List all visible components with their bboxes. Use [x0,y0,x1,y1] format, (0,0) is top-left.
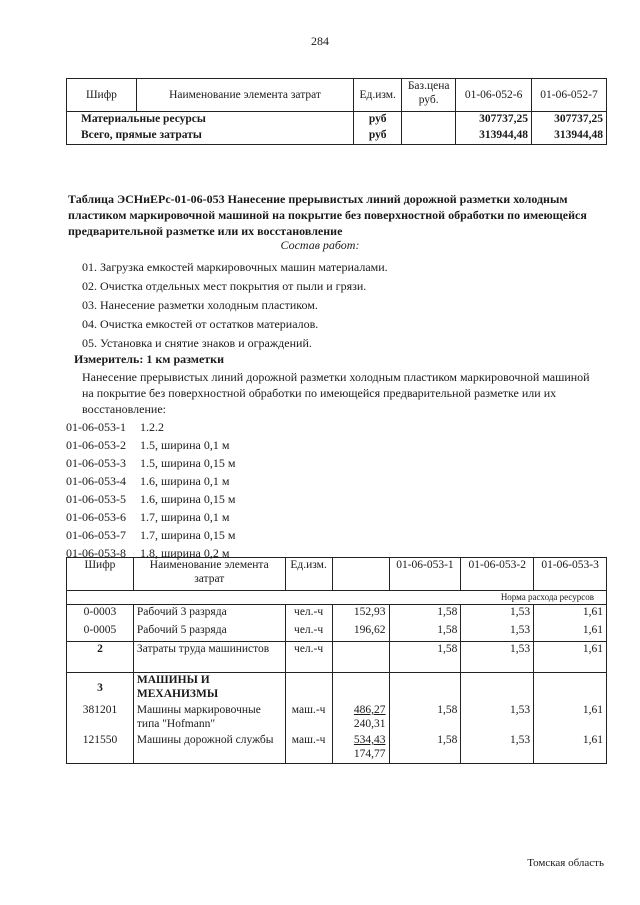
code-item [66,472,366,490]
row-value: 1,53 [461,733,534,764]
meter-label: Измеритель: 1 км разметки [74,352,225,366]
row-value: 1,58 [389,642,461,673]
code-item [66,490,366,508]
row-value [534,673,607,704]
row-price [332,733,389,764]
header-cell: 01-06-053-1 [389,558,461,591]
meter-description: Нанесение прерывистых линий дорожной разметки холодным пластиком маркировочной машиной на покрытие без поверхностной обработки по имеющейся предварительной разметке или их восстановление: [82,370,590,416]
header-cell: Ед.изм. [285,558,332,591]
header-cell: 01-06-052-6 [456,79,532,112]
row-code: 0-0003 [67,605,134,624]
row-name: Затраты труда машинистов [133,642,285,673]
norm-row [67,591,607,605]
row-price: 196,62 [332,623,389,642]
work-item: 05. Установка и снятие знаков и ограждений. [82,336,312,350]
code-id: 01-06-053-8 [66,546,126,560]
code-id: 01-06-053-4 [66,474,126,488]
row-unit: чел.-ч [285,605,332,624]
row-price [332,642,389,673]
code-desc: 1.5, ширина 0,1 м [140,438,230,452]
table-row [67,642,607,673]
header-cell: 01-06-053-2 [461,558,534,591]
header-cell: 01-06-053-3 [534,558,607,591]
resources-table-header [67,558,607,591]
row-name: Материальные ресурсы [67,112,354,129]
section-row [67,673,607,704]
top-table-header [67,79,607,112]
row-price [402,112,456,129]
row-value: 307737,25 [532,112,607,129]
work-item: 02. Очистка отдельных мест покрытия от пыли и грязи. [82,279,367,293]
row-value: 1,58 [389,733,461,764]
header-cell: Баз.цена руб. [402,79,456,112]
header-cell: Наименование элемента затрат [133,558,285,591]
code-desc: 1.6, ширина 0,1 м [140,474,230,488]
works-list [82,258,602,353]
top-table [66,78,607,145]
row-name: Рабочий 3 разряда [133,605,285,624]
row-value: 313944,48 [456,128,532,145]
code-item [66,454,366,472]
row-value: 1,53 [461,642,534,673]
code-desc: 1.7, ширина 0,1 м [140,510,230,524]
row-name: МАШИНЫ И МЕХАНИЗМЫ [133,673,285,704]
row-value: 1,61 [534,733,607,764]
row-name: Машины маркировочные типа "Hofmann" [133,703,285,733]
code-desc: 1.2.2 [140,420,164,434]
table-row [67,623,607,642]
header-cell: Ед.изм. [354,79,402,112]
row-code: 381201 [67,703,134,733]
work-item: 04. Очистка емкостей от остатков материалов. [82,317,319,331]
code-desc: 1.7, ширина 0,15 м [140,528,236,542]
price-value-2: 240,31 [353,718,386,730]
code-id: 01-06-053-7 [66,528,126,542]
code-desc: 1.8, ширина 0,2 м [140,546,230,560]
row-value: 1,61 [534,642,607,673]
row-value: 1,53 [461,703,534,733]
row-value: 1,61 [534,623,607,642]
price-value: 534,43 [353,734,386,746]
code-id: 01-06-053-1 [66,420,126,434]
code-id: 01-06-053-6 [66,510,126,524]
table-row [67,605,607,624]
row-value: 1,58 [389,623,461,642]
code-desc: 1.5, ширина 0,15 м [140,456,236,470]
row-name: Рабочий 5 разряда [133,623,285,642]
row-code: 2 [67,642,134,673]
code-id: 01-06-053-5 [66,492,126,506]
row-value: 313944,48 [532,128,607,145]
row-price [402,128,456,145]
row-value: 1,61 [534,605,607,624]
code-desc: 1.6, ширина 0,15 м [140,492,236,506]
row-unit: руб [354,112,402,129]
row-name: Всего, прямые затраты [67,128,354,145]
row-unit [285,673,332,704]
table-row [67,128,607,145]
header-cell: 01-06-052-7 [532,79,607,112]
row-value [389,673,461,704]
code-item [66,418,366,436]
row-unit: маш.-ч [285,703,332,733]
table-row [67,733,607,764]
header-cell [332,558,389,591]
row-value [461,673,534,704]
code-item [66,508,366,526]
row-name: Машины дорожной службы [133,733,285,764]
work-item: 03. Нанесение разметки холодным пластиком. [82,298,318,312]
row-value: 1,58 [389,703,461,733]
table-row [67,703,607,733]
page-number: 284 [311,34,329,48]
row-code: 0-0005 [67,623,134,642]
code-item [66,436,366,454]
table-caption: Таблица ЭСНиЕРс-01-06-053 Нанесение прерывистых линий дорожной разметки холодным пластиком маркировочной машиной на покрытие без поверхностной обработки по имеющейся предварительной разметке или их восстановление [68,192,587,238]
row-value: 307737,25 [456,112,532,129]
code-item [66,526,366,544]
row-unit: чел.-ч [285,623,332,642]
row-unit: маш.-ч [285,733,332,764]
row-value: 1,58 [389,605,461,624]
row-unit: чел.-ч [285,642,332,673]
footer-region: Томская область [527,857,604,869]
header-cell: Шифр [67,79,137,112]
row-price [332,673,389,704]
row-price [332,703,389,733]
work-item: 01. Загрузка емкостей маркировочных машин материалами. [82,260,388,274]
row-value: 1,53 [461,623,534,642]
price-value: 486,27 [353,704,386,716]
resources-table [66,557,607,764]
row-code: 121550 [67,733,134,764]
row-value: 1,61 [534,703,607,733]
row-code: 3 [67,673,134,704]
row-unit: руб [354,128,402,145]
price-value-2: 174,77 [353,748,386,760]
works-title: Состав работ: [280,238,360,252]
codes-list [66,418,366,562]
table-row [67,112,607,129]
code-id: 01-06-053-2 [66,438,126,452]
header-cell: Шифр [67,558,134,591]
row-price: 152,93 [332,605,389,624]
norm-label: Норма расхода ресурсов [67,591,607,605]
row-value: 1,53 [461,605,534,624]
header-cell: Наименование элемента затрат [136,79,353,112]
code-id: 01-06-053-3 [66,456,126,470]
